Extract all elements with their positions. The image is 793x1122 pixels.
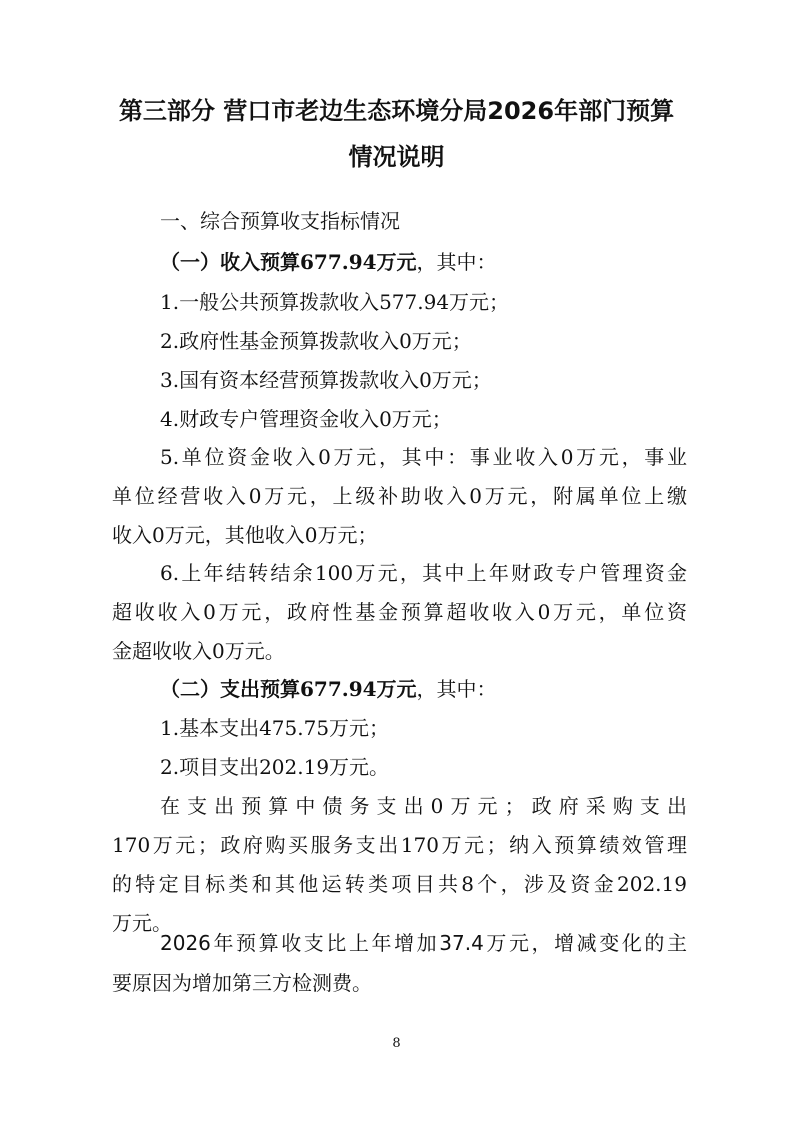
expense-note-line-3: 的特定目标类和其他运转类项目共8个，涉及资金202.19 bbox=[112, 872, 687, 896]
income-heading-suffix: ，其中： bbox=[416, 250, 497, 274]
income-item-2: 2.政府性基金预算拨款收入0万元； bbox=[160, 329, 472, 353]
expense-heading-bold: 支出预算677.94万元 bbox=[220, 677, 417, 701]
title-line-1: 第三部分 营口市老边生态环境分局2026年部门预算 bbox=[118, 97, 675, 125]
expense-item-1: 1.基本支出475.75万元； bbox=[160, 716, 390, 740]
section-heading-1: 一、综合预算收支指标情况 bbox=[160, 209, 400, 233]
income-item-6-line-3: 金超收收入0万元。 bbox=[112, 639, 285, 663]
expense-note-line-2: 170万元；政府购买服务支出170万元；纳入预算绩效管理 bbox=[112, 833, 687, 857]
expense-heading-prefix: （二） bbox=[160, 677, 220, 701]
summary-line-2: 要原因为增加第三方检测费。 bbox=[112, 971, 372, 995]
expense-heading-suffix: ，其中： bbox=[416, 677, 497, 701]
income-item-5-line-3: 收入0万元，其他收入0万元； bbox=[112, 523, 378, 547]
income-item-5-line-1: 5.单位资金收入0万元，其中：事业收入0万元，事业 bbox=[160, 445, 687, 469]
expense-note-line-4: 万元。 bbox=[112, 911, 172, 935]
title-line-2: 情况说明 bbox=[348, 143, 445, 171]
income-item-5-line-2: 单位经营收入0万元，上级补助收入0万元，附属单位上缴 bbox=[112, 484, 687, 508]
page-title bbox=[100, 88, 693, 171]
expense-heading bbox=[160, 669, 687, 709]
page-number: 8 bbox=[392, 1036, 401, 1051]
expense-item-2: 2.项目支出202.19万元。 bbox=[160, 755, 390, 779]
expense-note-line-1: 在支出预算中债务支出0万元；政府采购支出 bbox=[160, 794, 687, 818]
income-item-6-line-2: 超收收入0万元，政府性基金预算超收收入0万元，单位资 bbox=[112, 600, 687, 624]
income-heading-bold: 收入预算677.94万元 bbox=[220, 250, 417, 274]
income-heading-prefix: （一） bbox=[160, 250, 220, 274]
income-heading bbox=[160, 242, 687, 282]
income-item-1: 1.一般公共预算拨款收入577.94万元； bbox=[160, 290, 510, 314]
income-item-6-line-1: 6.上年结转结余100万元，其中上年财政专户管理资金 bbox=[160, 561, 687, 585]
income-item-3: 3.国有资本经营预算拨款收入0万元； bbox=[160, 368, 492, 392]
income-item-4: 4.财政专户管理资金收入0万元； bbox=[160, 407, 452, 431]
summary-line-1: 2026年预算收支比上年增加37.4万元，增减变化的主 bbox=[160, 931, 687, 955]
